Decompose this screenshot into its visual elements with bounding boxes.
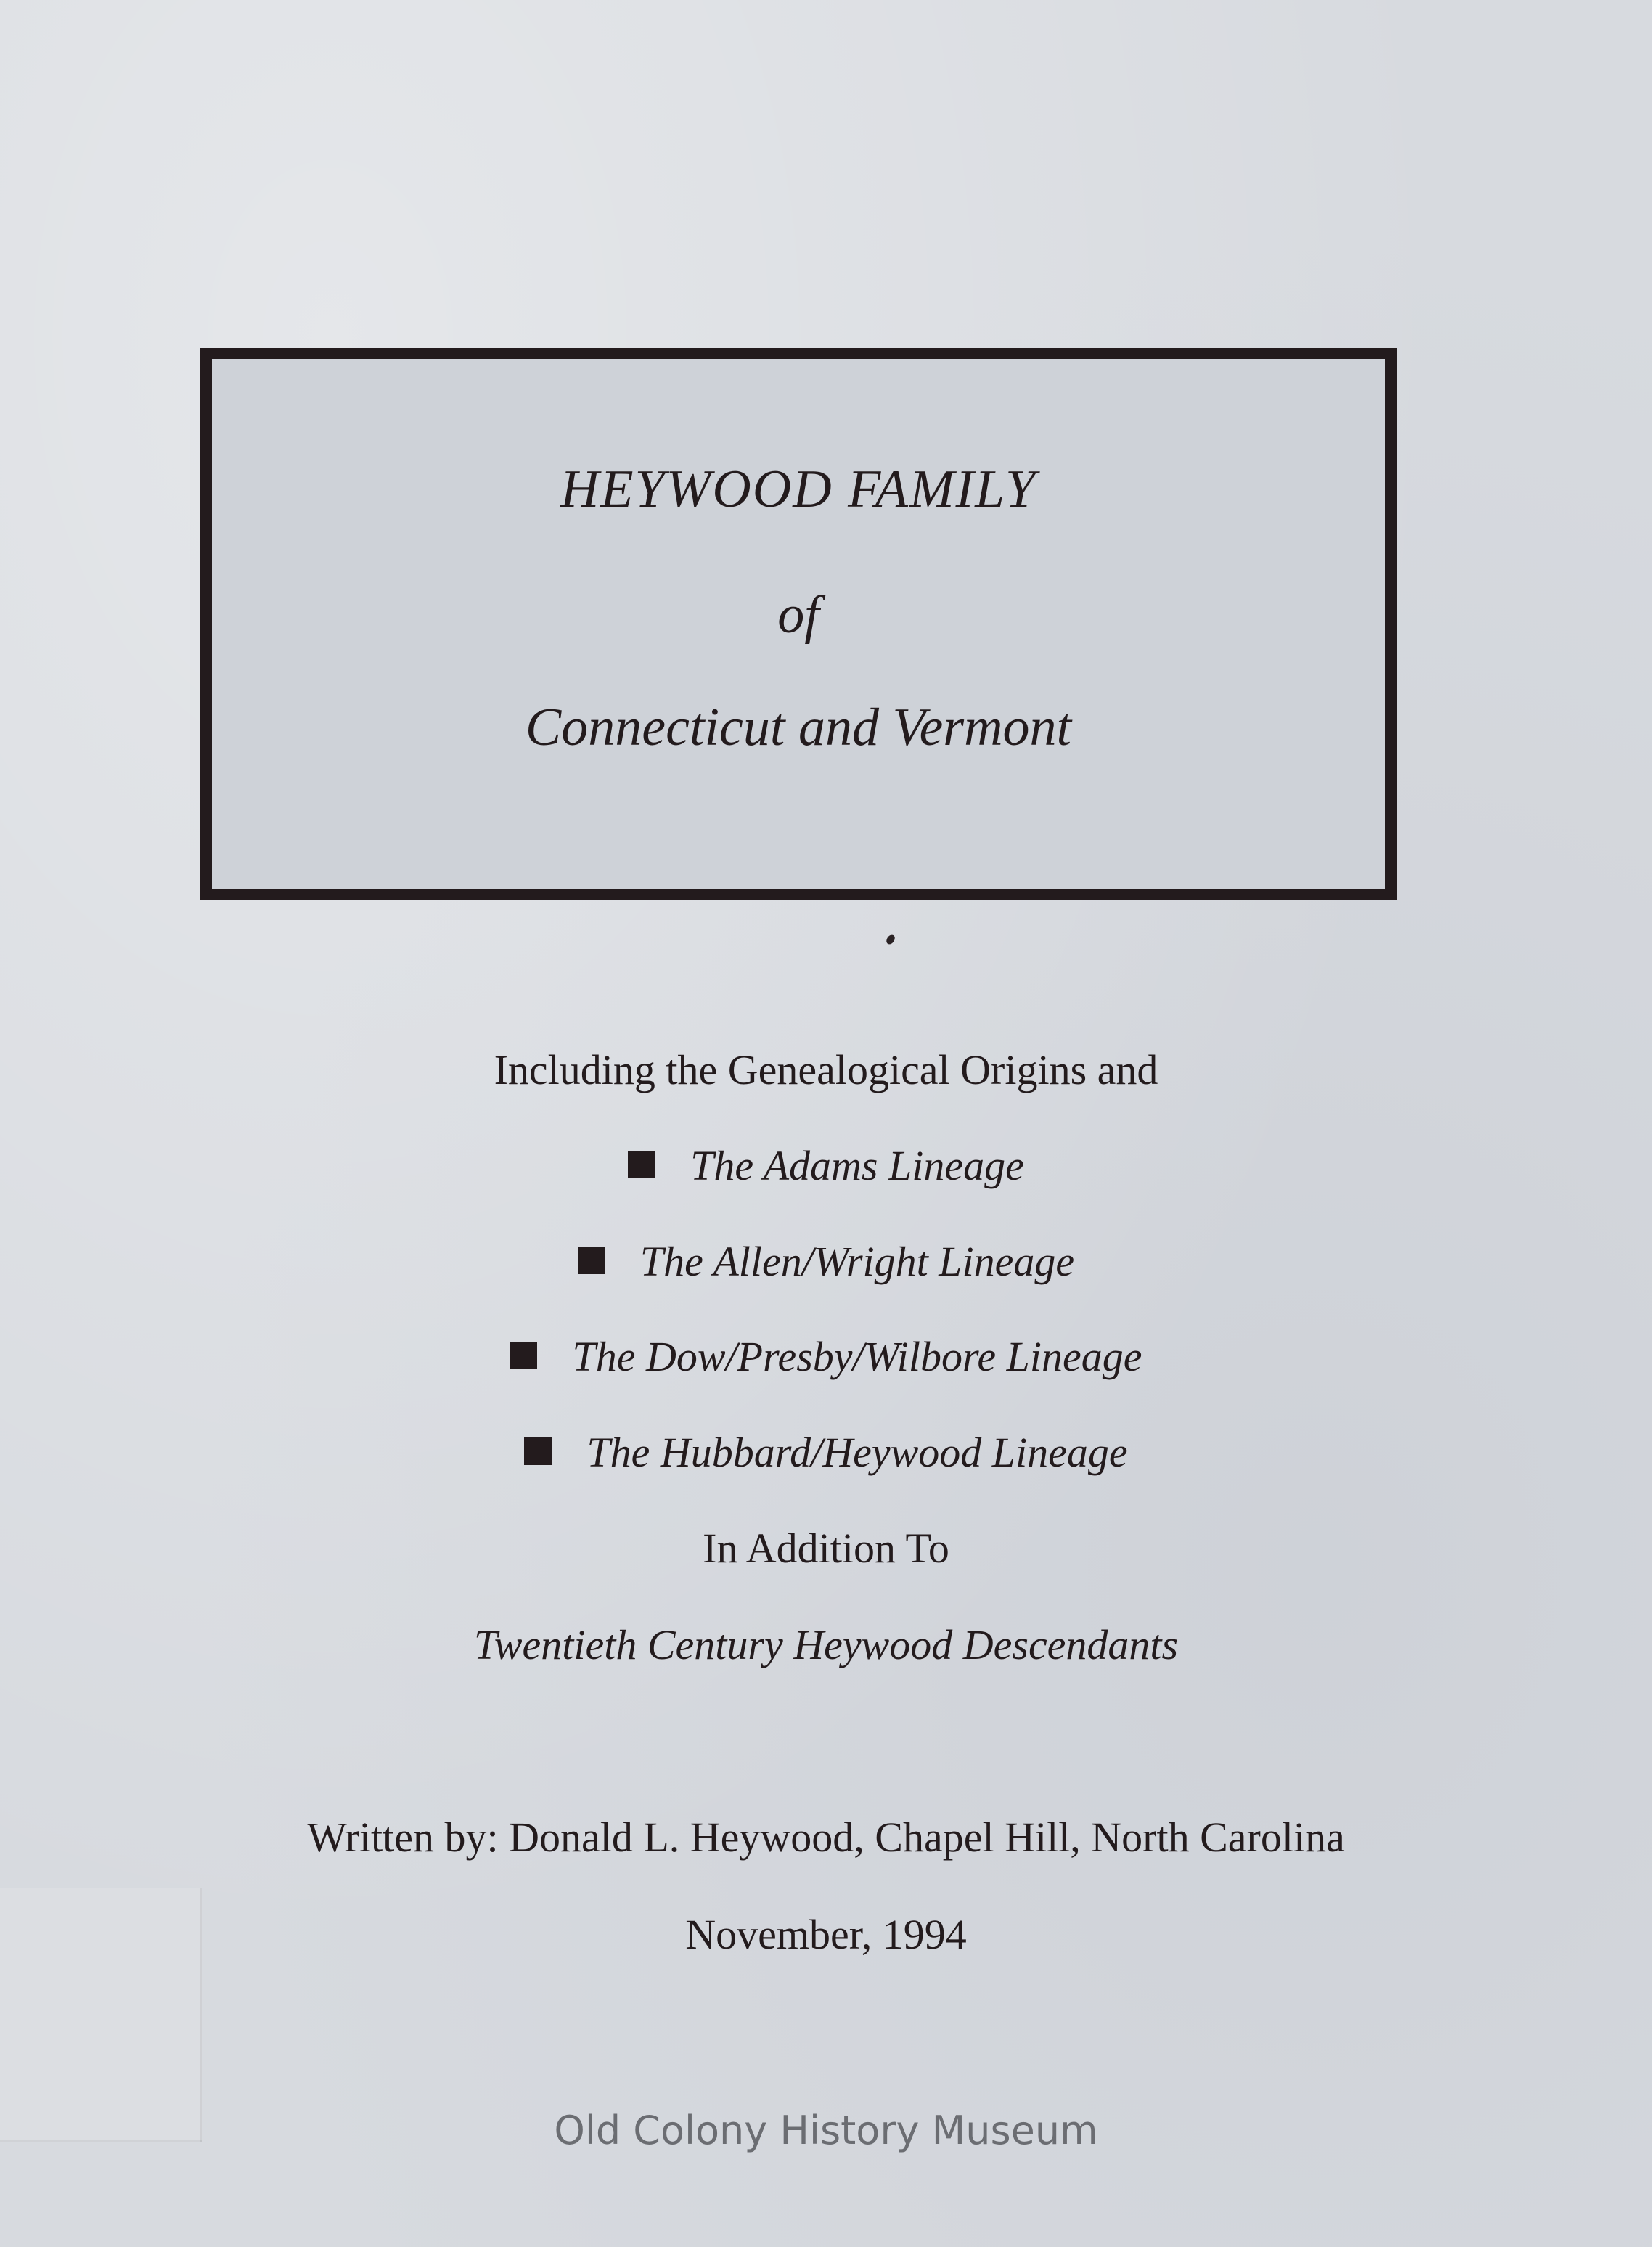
lineage-label: The Allen/Wright Lineage: [639, 1238, 1075, 1285]
lineage-label: The Hubbard/Heywood Lineage: [586, 1429, 1128, 1476]
addition-text: In Addition To: [703, 1525, 949, 1572]
publication-date: November, 1994: [685, 1911, 967, 1958]
lineage-item: [0, 1238, 1652, 1285]
lineage-label: The Adams Lineage: [690, 1142, 1024, 1189]
square-bullet-icon: [524, 1437, 552, 1465]
title-places: Connecticut and Vermont: [525, 698, 1072, 757]
square-bullet-icon: [628, 1151, 655, 1178]
descendants-heading: Twentieth Century Heywood Descendants: [473, 1621, 1179, 1668]
title-connector: of: [777, 585, 819, 645]
author-credit: Written by: Donald L. Heywood, Chapel Hill, North Carolina: [307, 1814, 1345, 1861]
lineage-item: [0, 1142, 1652, 1189]
square-bullet-icon: [510, 1342, 537, 1369]
square-bullet-icon: [578, 1247, 605, 1274]
title-family-name: HEYWOOD FAMILY: [560, 460, 1037, 519]
museum-watermark: Old Colony History Museum: [554, 2108, 1098, 2153]
ink-speck: [885, 933, 896, 945]
title-frame: [200, 348, 1397, 900]
lineage-item: [0, 1333, 1652, 1380]
lineage-label: The Dow/Presby/Wilbore Lineage: [572, 1333, 1142, 1380]
lineage-item: [0, 1429, 1652, 1476]
intro-text: Including the Genealogical Origins and: [494, 1046, 1158, 1093]
